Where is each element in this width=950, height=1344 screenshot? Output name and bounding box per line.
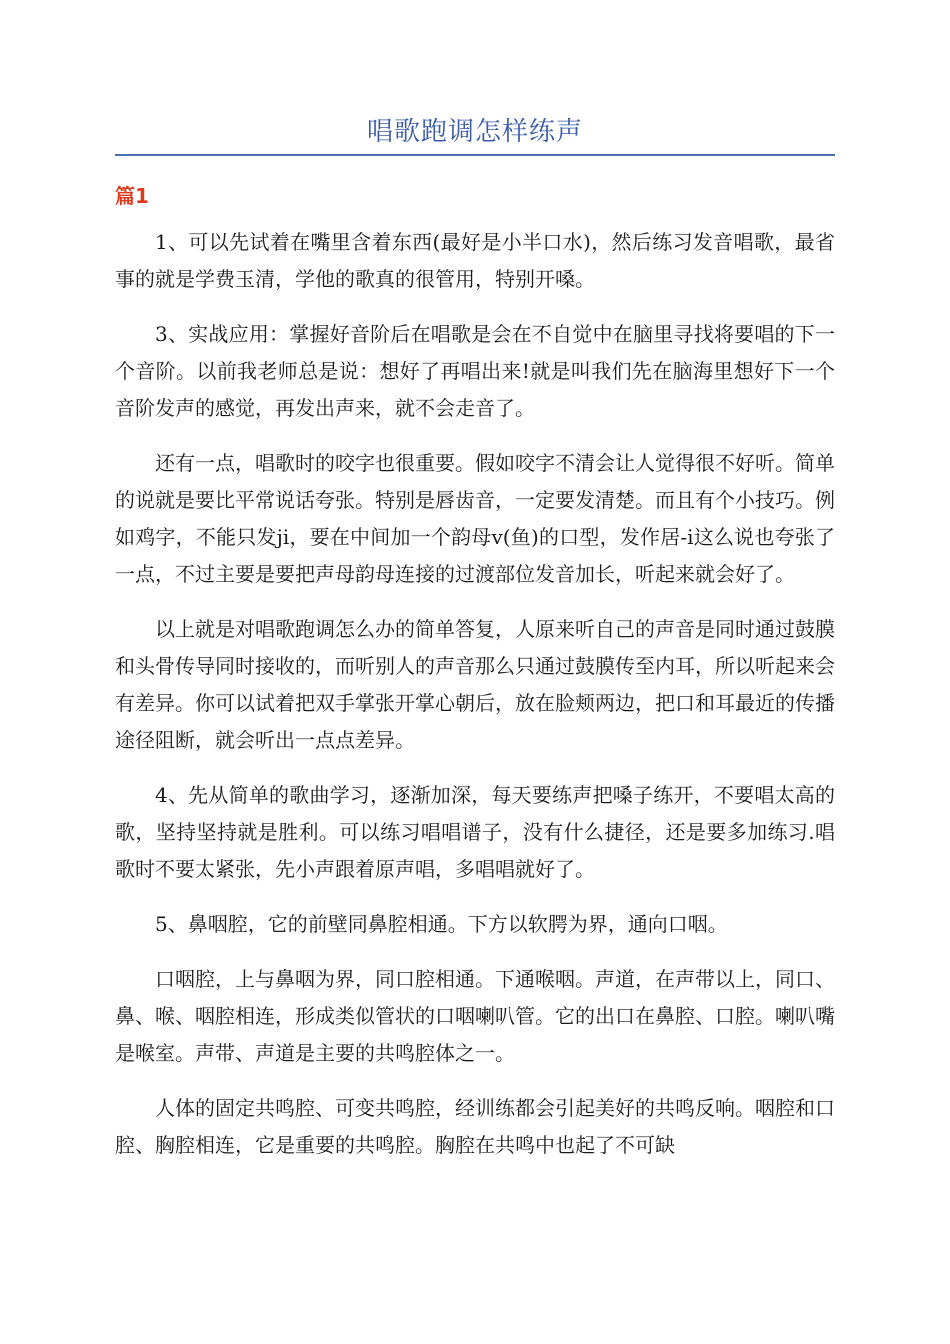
page-title: 唱歌跑调怎样练声 xyxy=(366,117,583,147)
paragraph-7: 口咽腔，上与鼻咽为界，同口腔相通。下通喉咽。声道，在声带以上，同口、鼻、喉、咽腔相连，形成类似管状的口咽喇叭管。它的出口在鼻腔、口腔。喇叭嘴是喉室。声带、声道是主要的共鸣腔体之一。 xyxy=(115,967,835,1065)
title-underline-divider xyxy=(115,154,835,156)
paragraph-5: 4、先从简单的歌曲学习，逐渐加深，每天要练声把嗓子练开，不要唱太高的歌，坚持坚持就是胜利。可以练习唱唱谱子，没有什么捷径，还是要多加练习.唱歌时不要太紧张，先小声跟着原声唱，多唱唱就好了。 xyxy=(115,783,835,881)
paragraph-1: 1、可以先试着在嘴里含着东西(最好是小半口水)，然后练习发音唱歌，最省事的就是学费玉清，学他的歌真的很管用，特别开嗓。 xyxy=(115,230,835,291)
paragraph-2: 3、实战应用：掌握好音阶后在唱歌是会在不自觉中在脑里寻找将要唱的下一个音阶。以前我老师总是说：想好了再唱出来!就是叫我们先在脑海里想好下一个音阶发声的感觉，再发出声来，就不会走音了。 xyxy=(115,322,835,420)
body-text xyxy=(115,224,835,1182)
paragraph-6: 5、鼻咽腔，它的前壁同鼻腔相通。下方以软腭为界，通向口咽。 xyxy=(155,912,728,936)
paragraph-3: 还有一点，唱歌时的咬字也很重要。假如咬字不清会让人觉得很不好听。简单的说就是要比平常说话夸张。特别是唇齿音，一定要发清楚。而且有个小技巧。例如鸡字，不能只发ji，要在中间加一个韵母v(鱼)的口型，发作居-i这么说也夸张了一点，不过主要是要把声母韵母连接的过渡部位发音加长，听起来就会好了。 xyxy=(115,451,835,586)
section-heading: 篇1 xyxy=(115,184,149,208)
paragraph-8: 人体的固定共鸣腔、可变共鸣腔，经训练都会引起美好的共鸣反响。咽腔和口腔、胸腔相连，它是重要的共鸣腔。胸腔在共鸣中也起了不可缺 xyxy=(115,1096,835,1157)
paragraph-4: 以上就是对唱歌跑调怎么办的简单答复，人原来听自己的声音是同时通过鼓膜和头骨传导同时接收的，而听别人的声音那么只通过鼓膜传至内耳，所以听起来会有差异。你可以试着把双手掌张开掌心朝后，放在脸颊两边，把口和耳最近的传播途径阻断，就会听出一点点差异。 xyxy=(115,617,835,752)
